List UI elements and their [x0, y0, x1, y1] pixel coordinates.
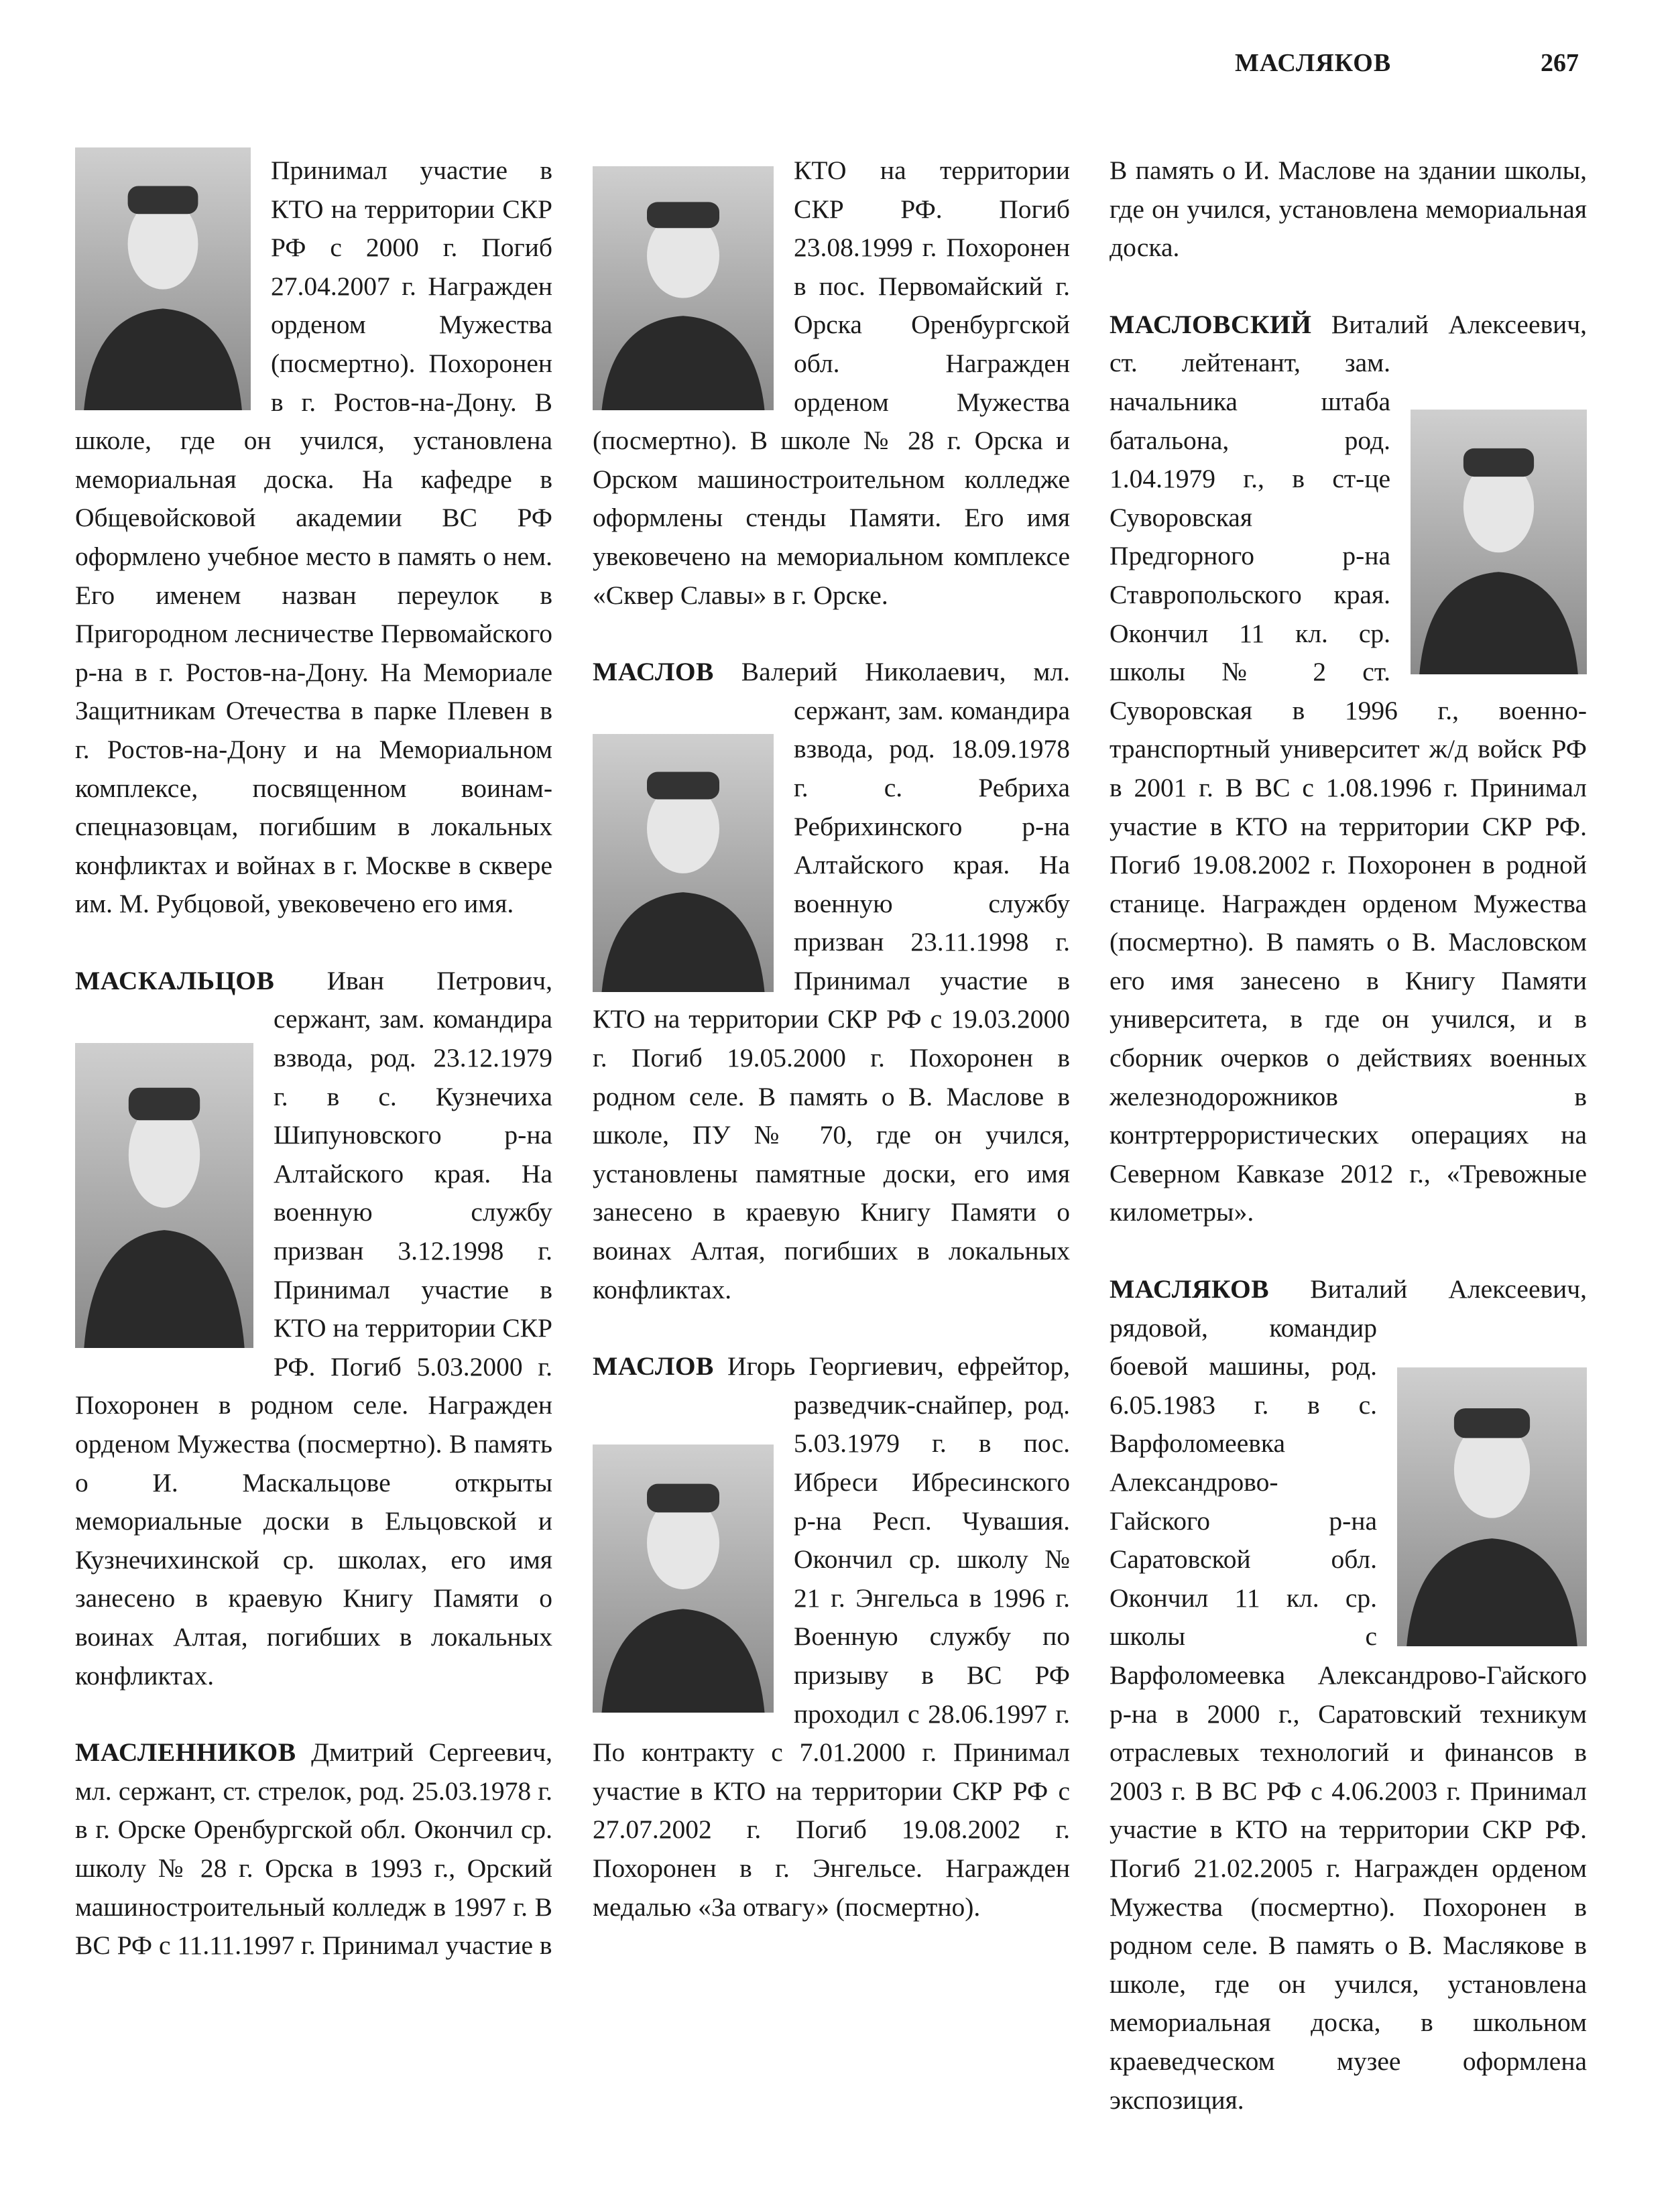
- portrait-photo: [75, 147, 251, 410]
- column-2: [593, 151, 1070, 1965]
- column-1: [75, 151, 552, 2004]
- portrait-photo: [593, 166, 774, 410]
- entry-text: Иван Петрович, сержант, зам. командира взвода, род. 23.12.1979 г. в с. Кузнечиха Шипуновского р-на Алтайского края. На военную службу призван 3.12.1998 г. Принимал участие в КТО на территории СКР РФ. Погиб 5.03.2000 г. Похоронен в родном селе. Награжден орденом Мужества (посмертно). В память о И. Маскальцове открыты мемориальные доски в Ельцовской и Кузнечихинской ср. школах, его имя занесено в краевую Книгу Памяти о воинах Алтая, погибших в локальных конфликтах.: [75, 965, 552, 1691]
- entry-surname: МАСЛОВСКИЙ: [1110, 309, 1312, 339]
- entry-surname: МАСКАЛЬЦОВ: [75, 965, 275, 995]
- running-head: МАСЛЯКОВ: [1235, 49, 1392, 77]
- entry-continuation: Принимал участие в КТО на территории СКР РФ с 2000 г. Погиб 27.04.2007 г. Награжден орденом Мужества (посмертно). Похоронен в г. Ростов-на-Дону. В школе, где он учился, установлена мемориальная доска. На кафедре в Общевойсковой академии ВС РФ оформлено учебное место в память о нем. Его именем назван переулок в Пригородном лесничестве Первомайского р-на в г. Ростов-на-Дону. На Мемориале Защитникам Отечества в парке Плевен в г. Ростов-на-Дону и на Мемориальном комплексе, посвященном воинам-спецназовцам, погибшим в локальных конфликтах и войнах в г. Москве в сквере им. М. Рубцовой, увековечено его имя.: [75, 151, 552, 924]
- entry-maslov-igor: [593, 1347, 1070, 1926]
- portrait-photo: [1411, 410, 1587, 674]
- entry-maskaltsov: [75, 962, 552, 1695]
- page-number: 267: [1541, 49, 1579, 77]
- entry-maslov-valery: [593, 653, 1070, 1309]
- column-3: [1110, 151, 1587, 2158]
- entry-text: Виталий Алексеевич, ст. лейтенант, зам. начальника штаба батальона, род. 1.04.1979 г., в ст-це Суворовская Предгорного р-на Ставропольского края. Окончил 11 кл. ср. школы № 2 ст. Суворовская в 1996 г., военно-транспортный университет ж/д войск РФ в 2001 г. В ВС с 1.08.1996 г. Принимал участие в КТО на территории СКР РФ. Погиб 19.08.2002 г. Похоронен в родной станице. Награжден орденом Мужества (посмертно). В память о В. Масловском его имя занесено в Книгу Памяти университета, в где он учился, и в сборник очерков о действиях военных железнодорожников в контртеррористических операциях на Северном Кавказе 2012 г., «Тревожные километры».: [1110, 309, 1588, 1227]
- portrait-photo: [1397, 1367, 1587, 1646]
- entry-continuation: КТО на территории СКР РФ. Погиб 23.08.1999 г. Похоронен в пос. Первомайский г. Орска Оренбургской обл. Награжден орденом Мужества (посмертно). В школе № 28 г. Орска и Орском машиностроительном колледже оформлены стенды Памяти. Его имя увековечено на мемориальном комплексе «Сквер Славы» в г. Орске.: [593, 156, 1070, 610]
- entry-text: Валерий Николаевич, мл. сержант, зам. командира взвода, род. 18.09.1978 г. с. Ребриха Ребрихинского р-на Алтайского края. На военную службу призван 23.11.1998 г. Принимал участие в КТО на территории СКР РФ с 19.03.2000 г. Погиб 19.05.2000 г. Похоронен в родном селе. В память о В. Маслове в школе, ПУ № 70, где он учился, установлены памятные доски, его имя занесено в краевую Книгу Памяти о воинах Алтая, погибших в локальных конфликтах.: [593, 657, 1071, 1304]
- entry-text: Игорь Георгиевич, ефрейтор, разведчик-снайпер, род. 5.03.1979 г. в пос. Ибреси Ибресинского р-на Респ. Чувашия. Окончил ср. школу № 21 г. Энгельса в 1996 г. Военную службу по призыву в ВС РФ проходил с 28.06.1997 г. По контракту с 7.01.2000 г. Принимал участие в КТО на территории СКР РФ с 27.07.2002 г. Погиб 19.08.2002 г. Похоронен в г. Энгельсе. Награжден медалью «За отвагу» (посмертно).: [593, 1351, 1071, 1922]
- entry-surname: МАСЛЕННИКОВ: [75, 1737, 296, 1768]
- entry-surname: МАСЛОВ: [593, 1351, 714, 1381]
- portrait-photo: [75, 1043, 253, 1348]
- entry-text: Дмитрий Сергеевич, мл. сержант, ст. стрелок, род. 25.03.1978 г. в г. Орске Оренбургской обл. Окончил ср. школу № 28 г. Орска в 1993 г., Орский машиностроительный колледж в 1997 г. В ВС РФ с 11.11.1997 г. Принимал участие в: [75, 1737, 552, 1961]
- entry-continuation: В память о И. Маслове на здании школы, где он учился, установлена мемориальная доска.: [1110, 156, 1587, 263]
- entry-surname: МАСЛЯКОВ: [1110, 1274, 1270, 1304]
- entry-text: Виталий Алексеевич, рядовой, командир боевой машины, род. 6.05.1983 г. в с. Варфоломеевка Александрово-Гайского р-на Саратовской обл. Окончил 11 кл. ср. школы с Варфоломеевка Александрово-Гайского р-на в 2000 г., Саратовский техникум отраслевых технологий и финансов в 2003 г. В ВС РФ с 4.06.2003 г. Принимал участие в КТО на территории СКР РФ. Погиб 21.02.2005 г. Награжден орденом Мужества (посмертно). Похоронен в родном селе. В память о В. Маслякове в школе, где он учился, установлена мемориальная доска, в школьном краеведческом музее оформлена экспозиция.: [1110, 1274, 1588, 2115]
- page-header: [0, 42, 1676, 82]
- portrait-photo: [593, 1445, 774, 1713]
- entry-maslovsky: [1110, 306, 1587, 1232]
- portrait-photo: [593, 734, 774, 992]
- entry-surname: МАСЛОВ: [593, 657, 714, 687]
- entry-maslyakov: [1110, 1270, 1587, 2119]
- entry-maslennikov: [75, 1733, 552, 1965]
